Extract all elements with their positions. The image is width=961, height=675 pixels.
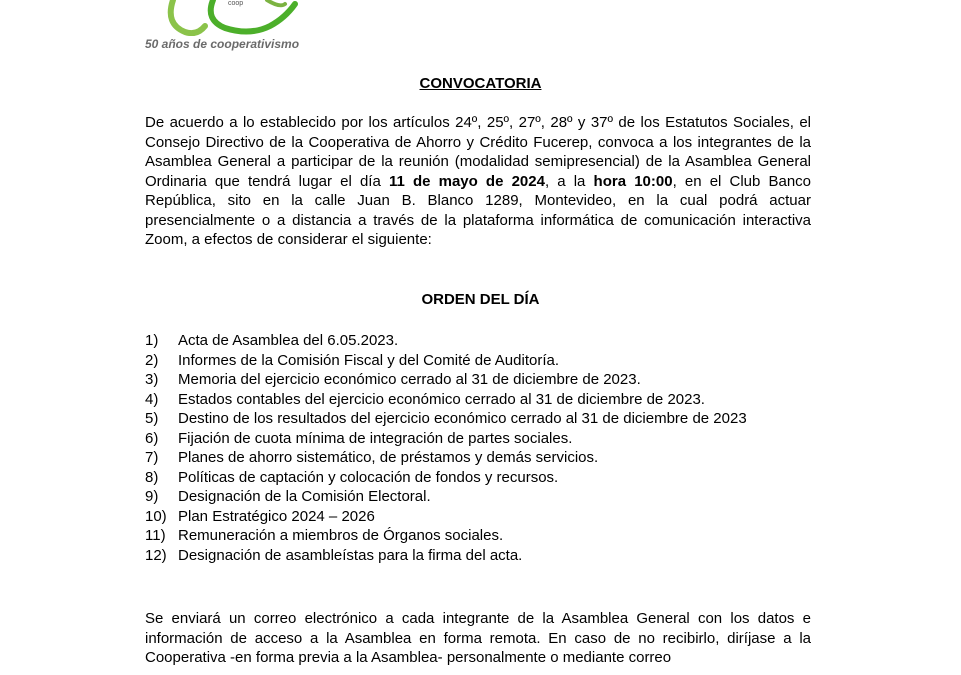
agenda-item [145,468,811,488]
agenda-item-text: Políticas de captación y colocación de fondos y recursos. [178,468,559,486]
agenda-item-number: 3) [145,371,159,388]
agenda-item [145,409,811,429]
agenda-item [145,390,811,410]
agenda-item [145,546,811,566]
agenda-item-number: 9) [145,488,159,505]
agenda-item-text: Designación de la Comisión Electoral. [178,488,431,505]
logo-tagline: 50 años de cooperativismo [145,37,300,51]
agenda-item-text: Designación de asambleístas para la firma del acta. [178,546,523,564]
agenda-item-text: Memoria del ejercicio económico cerrado al 31 de diciembre de 2023. [178,371,641,388]
agenda-item [145,526,811,546]
agenda-item-number: 7) [145,449,159,466]
document-title: CONVOCATORIA [419,75,542,92]
agenda-item-number: 12) [145,546,167,564]
intro-text-1: De acuerdo a lo establecido por los artículos 24º, 25º, 27º, 28º y 37º de los Estatutos Sociales, el Consejo Directivo de la Cooperativa de Ahorro y Crédito Fucerep, convoca a los integrantes de la Asamblea General a participar de la reunión (modalidad semipresencial) de la Asamblea General Ordinaria que tendrá lugar el día [145,114,811,190]
agenda-title: ORDEN DEL DÍA [421,291,540,308]
meeting-date: 11 de mayo de 2024 [388,172,545,190]
agenda-item-text: Planes de ahorro sistemático, de préstamos y demás servicios. [178,449,599,466]
agenda-item-text: Estados contables del ejercicio económico cerrado al 31 de diciembre de 2023. [178,390,705,408]
agenda-item-number: 4) [145,390,159,408]
logo-small-text: coop [228,0,244,7]
agenda-item-text: Fijación de cuota mínima de integración de partes sociales. [178,429,573,447]
agenda-item [145,351,811,371]
agenda-list [145,331,811,565]
agenda-item [145,331,811,351]
agenda-item-text: Destino de los resultados del ejercicio económico cerrado al 31 de diciembre de 2023 [178,410,747,427]
intro-text-2: , a la [544,172,594,190]
agenda-item-number: 5) [145,410,159,427]
agenda-item-number: 11) [145,527,166,544]
header-logo [145,0,315,52]
agenda-item-number: 6) [145,429,159,447]
agenda-item [145,370,811,390]
agenda-item-number: 1) [145,332,159,349]
agenda-item-text: Plan Estratégico 2024 – 2026 [178,507,375,525]
agenda-item [145,429,811,449]
intro-text-3: , en el Club Banco República, sito en la calle Juan B. Blanco 1289, Montevideo, en la cual podrá actuar presencialmente o a distancia a través de la plataforma informática de comunicación interactiva Zoom, a efectos de considerar el siguiente: [145,172,812,248]
agenda-item-number: 8) [145,468,159,486]
agenda-item [145,487,811,507]
intro-paragraph [145,113,811,250]
agenda-item-text: Informes de la Comisión Fiscal y del Comité de Auditoría. [178,351,559,369]
agenda-item [145,448,811,468]
agenda-item-text: Remuneración a miembros de Órganos sociales. [178,527,504,544]
agenda-item-number: 2) [145,351,159,369]
agenda-item-number: 10) [145,507,167,525]
meeting-time: hora 10:00 [593,172,673,190]
agenda-item [145,507,811,527]
closing-paragraph: Se enviará un correo electrónico a cada integrante de la Asamblea General con los datos e información de acceso a la Asamblea en forma remota. En caso de no recibirlo, diríjase a la Cooperativa -en forma previa a la Asamblea- personalmente o mediante correo [145,610,811,666]
agenda-item-text: Acta de Asamblea del 6.05.2023. [178,332,399,349]
